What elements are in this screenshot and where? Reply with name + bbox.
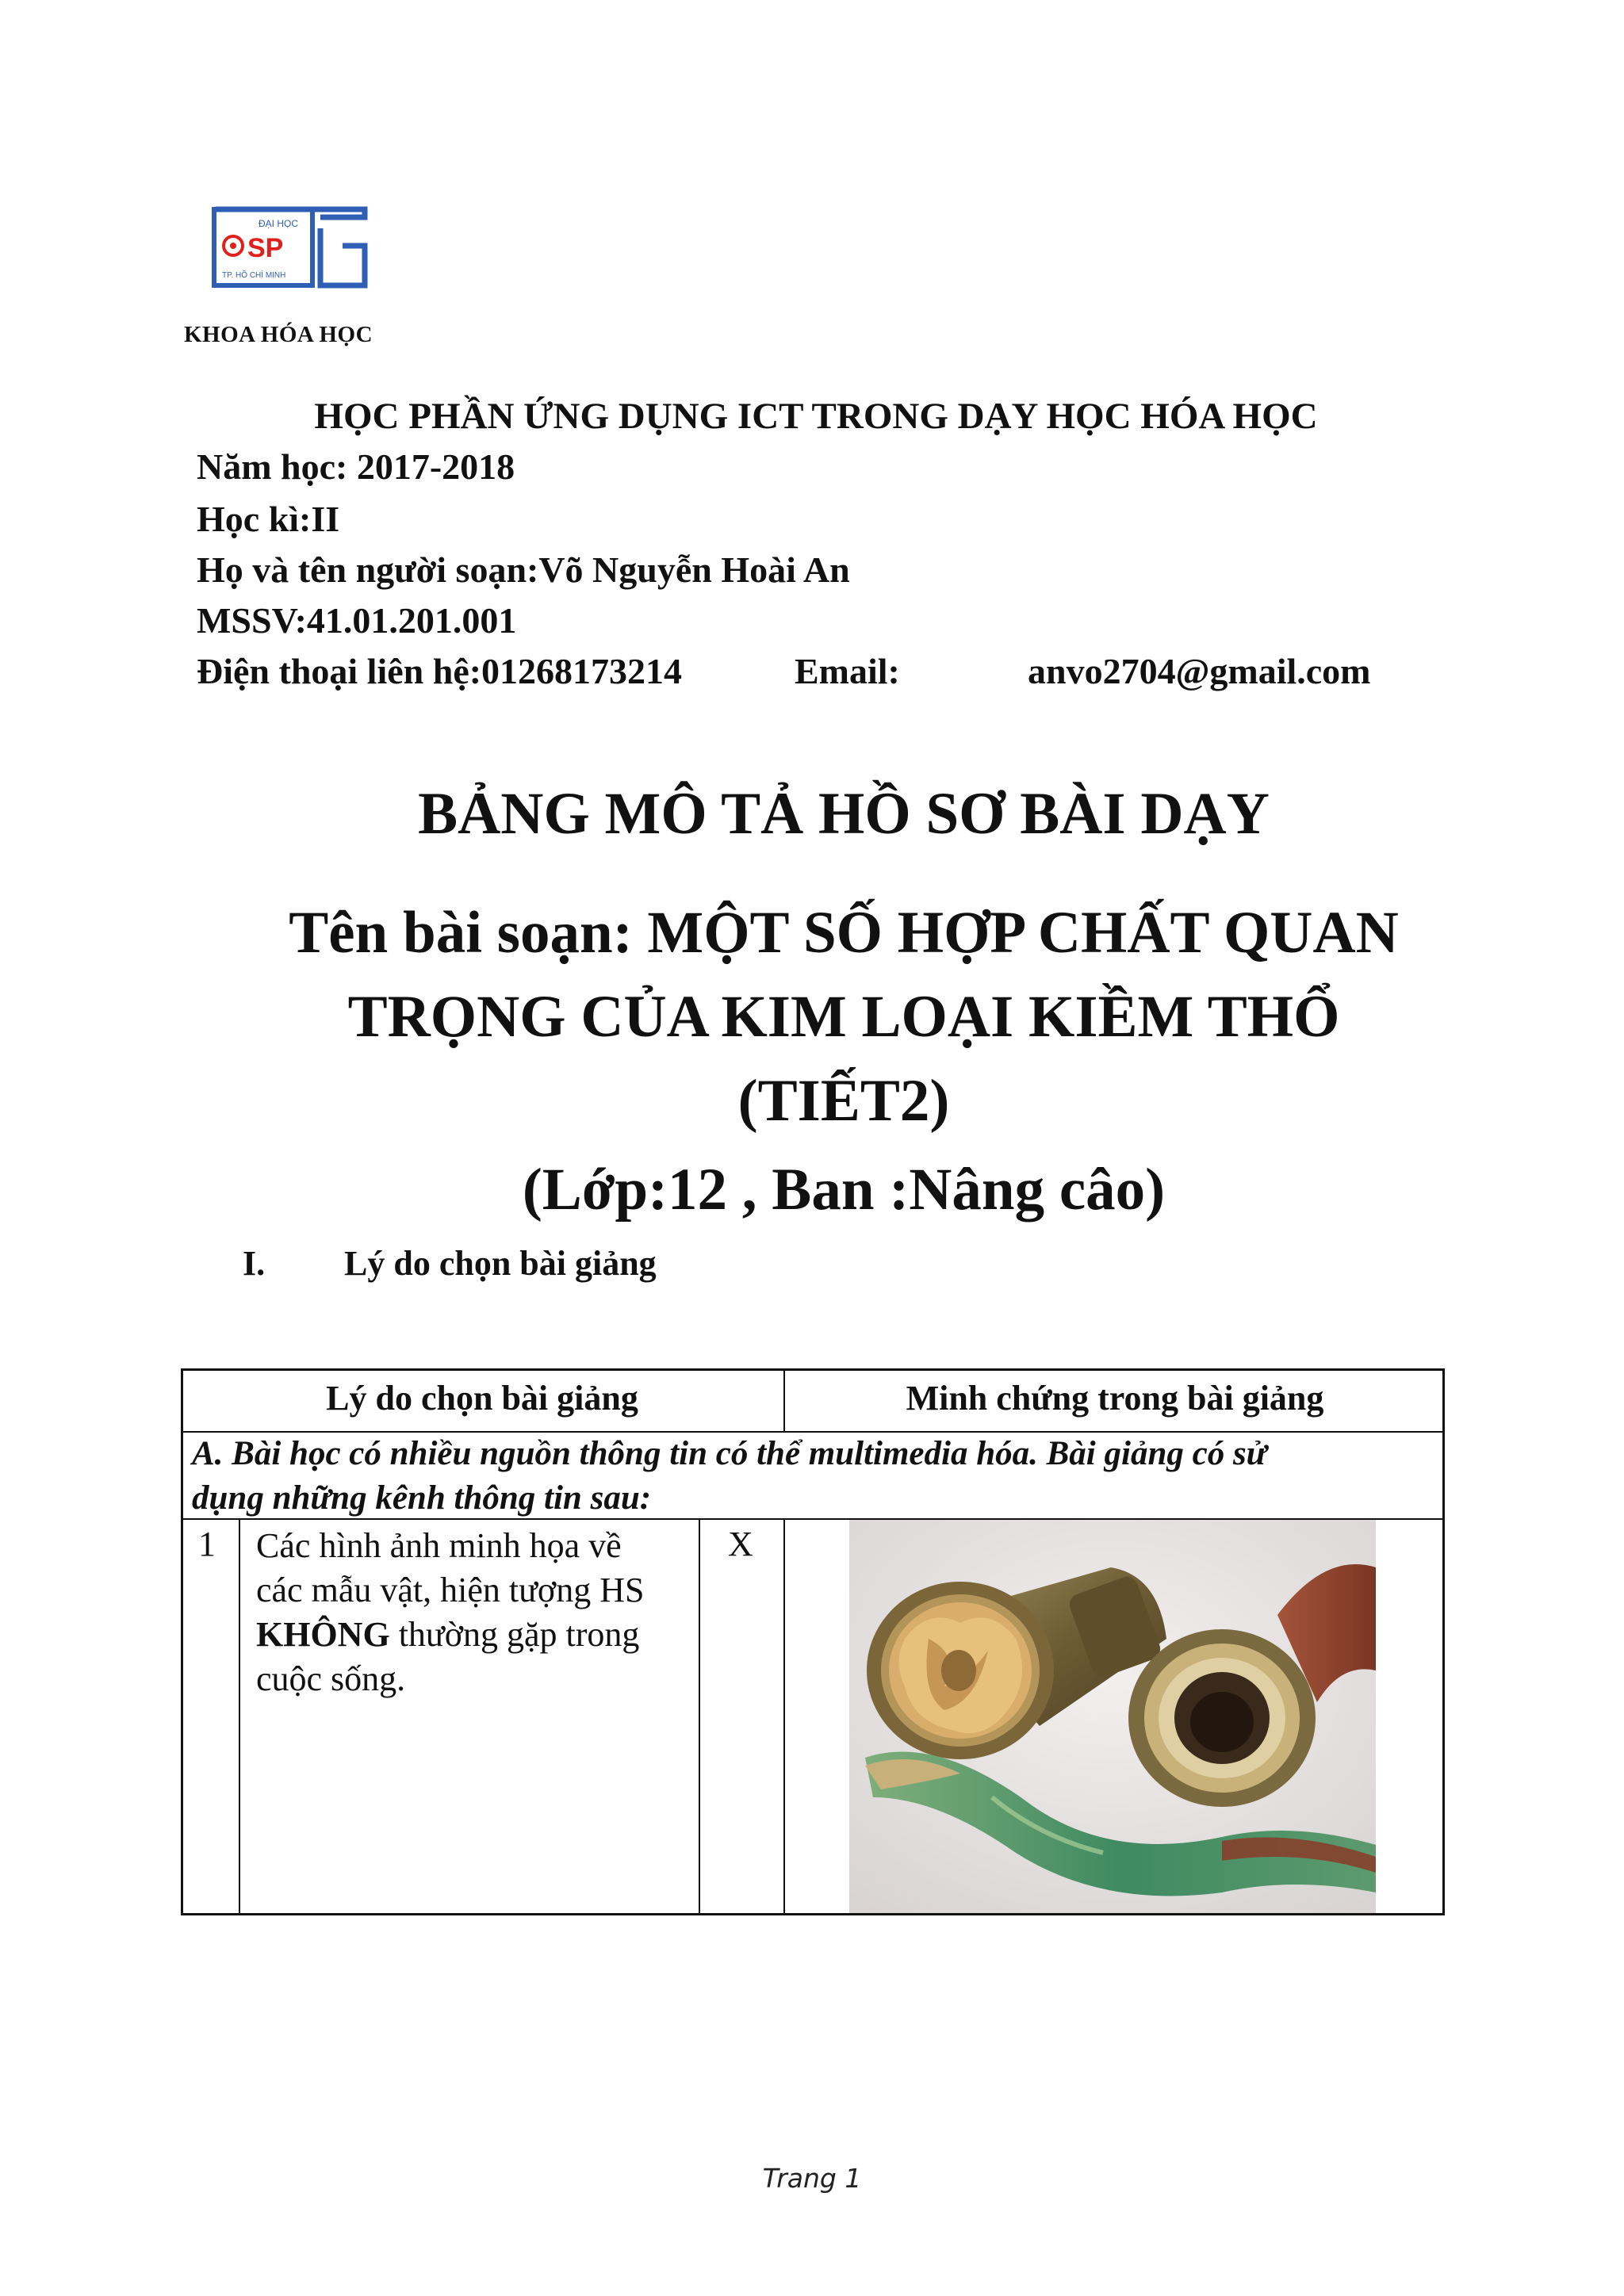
- school-year: Năm học: 2017-2018: [197, 446, 515, 487]
- row-check-mark: X: [728, 1525, 753, 1563]
- faculty-name: KHOA HÓA HỌC: [184, 322, 373, 347]
- logo-text-sp: SP: [247, 233, 284, 263]
- group-note-line: dụng những kênh thông tin sau:: [192, 1479, 652, 1517]
- page-number: Trang 1: [762, 2163, 862, 2194]
- table-header-evidence: Minh chứng trong bài giảng: [906, 1379, 1324, 1418]
- document-title: BẢNG MÔ TẢ HỒ SƠ BÀI DẠY: [418, 781, 1270, 847]
- author-name: Họ và tên người soạn:Võ Nguyễn Hoài An: [197, 549, 850, 590]
- row-text-line: cuộc sống.: [256, 1659, 406, 1698]
- lesson-title-line: Tên bài soạn: MỘT SỐ HỢP CHẤT QUAN: [289, 900, 1399, 966]
- row-text-fragment: thường gặp trong: [389, 1615, 640, 1654]
- table-header-reason: Lý do chọn bài giảng: [326, 1379, 638, 1418]
- table-divider: [783, 1519, 785, 1914]
- emphasis-word: KHÔNG: [256, 1615, 390, 1654]
- logo-text-bottom: TP. HỒ CHÍ MINH: [222, 271, 286, 280]
- row-index: 1: [198, 1525, 216, 1563]
- table-divider: [239, 1519, 240, 1914]
- row-text-line: Các hình ảnh minh họa về: [256, 1526, 622, 1565]
- semester: Học kì:II: [197, 499, 340, 539]
- table-border: [181, 1913, 1445, 1915]
- table-border: [181, 1368, 183, 1915]
- logo-text-top: ĐẠI HỌC: [259, 218, 299, 229]
- lesson-class-line: (Lớp:12 , Ban :Nâng câo): [522, 1157, 1166, 1223]
- table-divider: [699, 1519, 700, 1914]
- lesson-title-line: TRỌNG CỦA KIM LOẠI KIỀM THỔ: [347, 984, 1340, 1050]
- email-label: Email:: [795, 651, 900, 691]
- group-note-line: A. Bài học có nhiều nguồn thông tin có thể multimedia hóa. Bài giảng có sử: [192, 1435, 1267, 1472]
- table-border: [1442, 1368, 1445, 1915]
- row-text-line: [256, 1613, 644, 1657]
- email-address: anvo2704@gmail.com: [1028, 651, 1371, 691]
- course-title: HỌC PHẦN ỨNG DỤNG ICT TRONG DẠY HỌC HÓA HỌC: [314, 396, 1318, 437]
- section-number: I.: [243, 1244, 266, 1283]
- student-id: MSSV:41.01.201.001: [197, 600, 517, 641]
- reasons-table: [181, 1368, 1445, 1915]
- lesson-title-line: (TIẾT2): [737, 1068, 950, 1134]
- row-text-line: các mẫu vật, hiện tượng HS: [256, 1571, 645, 1609]
- university-logo: [209, 205, 368, 290]
- row-description: [256, 1524, 644, 1701]
- pipe-scale-photo: [849, 1520, 1376, 1913]
- table-border: [181, 1368, 1445, 1371]
- phone-number: Điện thoại liên hệ:01268173214: [197, 651, 683, 691]
- section-title: Lý do chọn bài giảng: [344, 1244, 657, 1283]
